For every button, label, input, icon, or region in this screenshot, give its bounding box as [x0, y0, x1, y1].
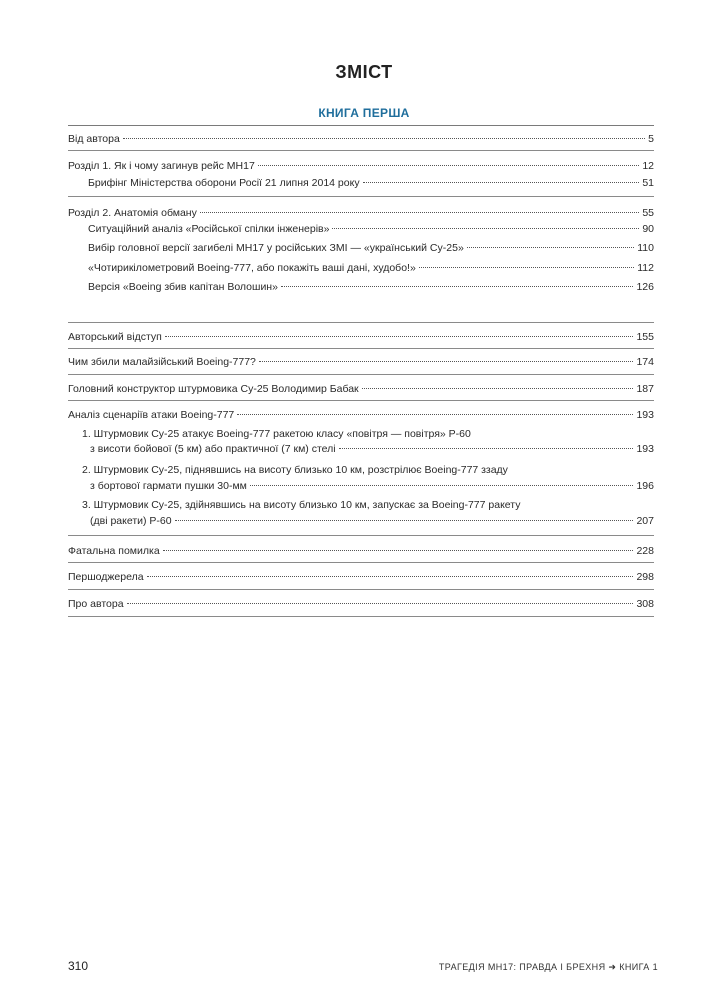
toc-entry-page: 155 — [636, 331, 654, 343]
toc-entry-title: Ситуаційний аналіз «Російської спілки інженерів» — [88, 223, 330, 235]
separator — [68, 348, 654, 349]
toc-entry[interactable] — [88, 177, 654, 190]
leader-dots — [237, 414, 633, 415]
toc-entry[interactable] — [90, 515, 654, 528]
toc-entry-page: 193 — [636, 443, 654, 455]
leader-dots — [147, 576, 634, 577]
toc-entry-page: 55 — [642, 207, 654, 219]
separator — [68, 322, 654, 323]
separator — [68, 616, 654, 617]
separator — [68, 196, 654, 197]
toc-entry[interactable] — [68, 571, 654, 584]
leader-dots — [258, 165, 640, 166]
toc-entry-page: 90 — [642, 223, 654, 235]
toc-entry-title: Брифінг Міністерства оборони Росії 21 липня 2014 року — [88, 177, 360, 189]
leader-dots — [175, 520, 634, 521]
leader-dots — [163, 550, 634, 551]
toc-entry-page: 174 — [636, 356, 654, 368]
separator — [68, 374, 654, 375]
toc-entry[interactable] — [68, 207, 654, 220]
toc-entry[interactable] — [68, 598, 654, 611]
toc-entry-title: Розділ 1. Як і чому загинув рейс МН17 — [68, 160, 255, 172]
toc-entry-title: Версія «Boeing збив капітан Волошин» — [88, 281, 278, 293]
separator — [68, 400, 654, 401]
leader-dots — [250, 485, 634, 486]
toc-entry[interactable] — [68, 356, 654, 369]
toc-entry-page: 5 — [648, 133, 654, 145]
toc-entry[interactable] — [68, 383, 654, 396]
toc-entry-title: Про автора — [68, 598, 124, 610]
page-number: 310 — [68, 959, 89, 973]
toc-entry[interactable] — [88, 242, 654, 255]
leader-dots — [467, 247, 634, 248]
toc-entry-title: Фатальна помилка — [68, 545, 160, 557]
toc-entry[interactable] — [68, 409, 654, 422]
toc-entry-title: (дві ракети) Р-60 — [90, 515, 172, 527]
book-title: КНИГА ПЕРША — [318, 106, 410, 120]
toc-entry-title: Чим збили малайзійський Boeing-777? — [68, 356, 256, 368]
toc-entry-title: Вибір головної версії загибелі МН17 у російських ЗМІ — «український Су-25» — [88, 242, 464, 254]
toc-entry-first-line: 2. Штурмовик Су-25, піднявшись на висоту близько 10 км, розстрілює Boeing-777 ззаду — [82, 464, 508, 476]
toc-entry-page: 110 — [637, 242, 654, 254]
toc-entry[interactable] — [90, 480, 654, 493]
toc-entry-title: Розділ 2. Анатомія обману — [68, 207, 197, 219]
toc-entry-page: 193 — [636, 409, 654, 421]
separator — [68, 150, 654, 151]
leader-dots — [332, 228, 639, 229]
running-title: ТРАГЕДІЯ МН17: ПРАВДА І БРЕХНЯ ➜ КНИГА 1 — [438, 962, 658, 972]
toc-entry-title: Головний конструктор штурмовика Су-25 Володимир Бабак — [68, 383, 359, 395]
leader-dots — [259, 361, 634, 362]
toc-entry-title: Від автора — [68, 133, 120, 145]
toc-entry[interactable] — [90, 443, 654, 456]
toc-entry-page: 298 — [636, 571, 654, 583]
leader-dots — [123, 138, 645, 139]
toc-entry-title: з бортової гармати пушки 30-мм — [90, 480, 247, 492]
toc-entry[interactable] — [68, 133, 654, 146]
toc-entry[interactable] — [88, 281, 654, 294]
toc-entry-first-line: 1. Штурмовик Су-25 атакує Boeing-777 ракетою класу «повітря — повітря» Р-60 — [82, 428, 471, 440]
separator — [68, 589, 654, 590]
toc-entry[interactable] — [68, 160, 654, 173]
toc-entry-page: 207 — [636, 515, 654, 527]
toc-entry-first-line: 3. Штурмовик Су-25, здійнявшись на висоту близько 10 км, запускає за Boeing-777 ракету — [82, 499, 521, 511]
leader-dots — [165, 336, 634, 337]
separator — [68, 562, 654, 563]
toc-entry-title: «Чотирикілометровий Boeing-777, або покажіть ваші дані, худобо!» — [88, 262, 416, 274]
toc-entry-page: 228 — [636, 545, 654, 557]
toc-entry-page: 112 — [637, 262, 654, 274]
toc-entry-title: з висоти бойової (5 км) або практичної (7 км) стелі — [90, 443, 336, 455]
toc-entry-page: 126 — [636, 281, 654, 293]
leader-dots — [127, 603, 634, 604]
leader-dots — [362, 388, 634, 389]
toc-entry-title: Аналіз сценаріїв атаки Boeing-777 — [68, 409, 235, 421]
toc-entry-page: 12 — [642, 160, 654, 172]
leader-dots — [281, 286, 634, 287]
leader-dots — [200, 212, 639, 213]
toc-entry[interactable] — [68, 331, 654, 344]
toc-entry[interactable] — [68, 545, 654, 558]
toc-entry[interactable] — [88, 262, 654, 275]
leader-dots — [339, 448, 634, 449]
leader-dots — [363, 182, 640, 183]
leader-dots — [419, 267, 634, 268]
toc-entry-page: 308 — [636, 598, 654, 610]
toc-entry-page: 187 — [636, 383, 654, 395]
toc-entry-title: Авторський відступ — [68, 331, 162, 343]
page-title: ЗМІСТ — [335, 62, 393, 82]
toc-entry-page: 51 — [642, 177, 654, 189]
toc-entry-title: Першоджерела — [68, 571, 144, 583]
toc-entry[interactable] — [88, 223, 654, 236]
toc-entry-page: 196 — [636, 480, 654, 492]
separator — [68, 535, 654, 536]
